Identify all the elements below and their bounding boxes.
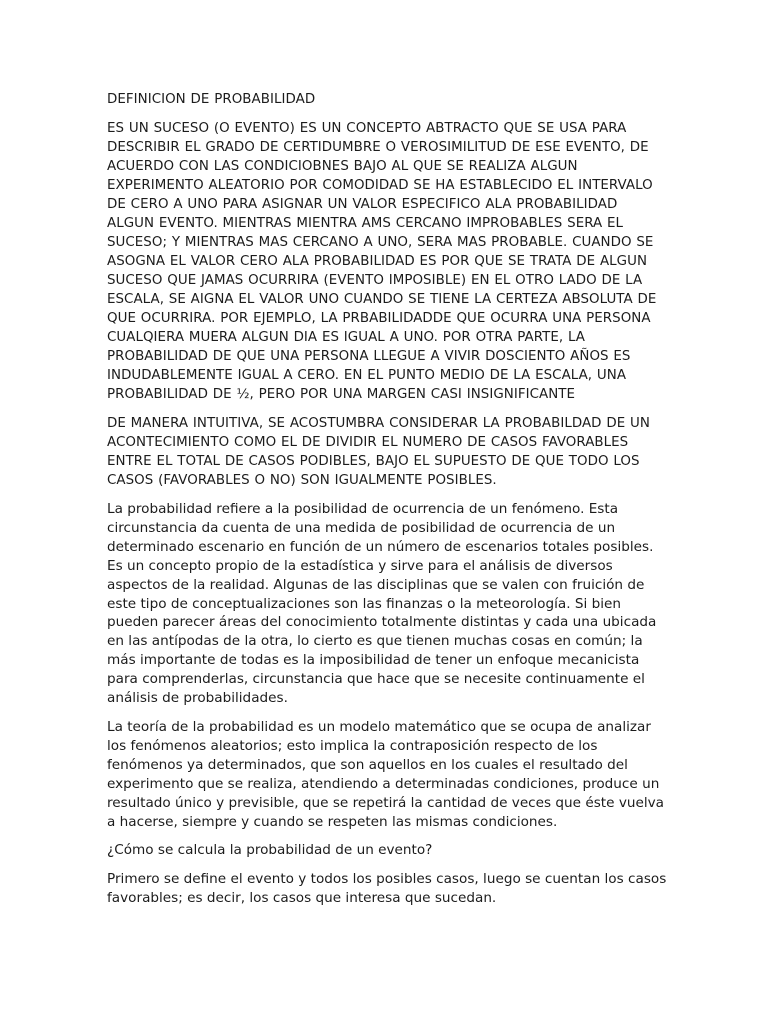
- document-body: [107, 90, 667, 918]
- paragraph-intuitive: DE MANERA INTUITIVA, SE ACOSTUMBRA CONSIDERAR LA PROBABILDAD DE UN ACONTECIMIENTO COMO EL DE DIVIDIR EL NUMERO DE CASOS FAVORABLES ENTRE EL TOTAL DE CASOS PODIBLES, BAJO EL SUPUESTO DE QUE TODO LOS CASOS (FAVORABLES O NO) SON IGUALMENTE POSIBLES.: [107, 416, 650, 488]
- paragraph-question: ¿Cómo se calcula la probabilidad de un evento?: [107, 842, 433, 859]
- paragraph-probability-refers: La probabilidad refiere a la posibilidad de ocurrencia de un fenómeno. Esta circunstancia da cuenta de una medida de posibilidad de ocurrencia de un determinado escenario en función de un número de escenarios totales posibles. Es un concepto propio de la estadística y sirve para el análisis de diversos aspectos de la realidad. Algunas de las disciplinas que se valen con fruición de este tipo de conceptualizaciones son las finanzas o la meteorología. Si bien pueden parecer áreas del conocimiento totalmente distintas y cada una ubicada en las antípodas de la otra, lo cierto es que tienen muchas cosas en común; la más importante de todas es la imposibilidad de tener un enfoque mecanicista para comprenderlas, circunstancia que hace que se necesite continuamente el análisis de probabilidades.: [107, 501, 657, 707]
- document-title: DEFINICION DE PROBABILIDAD: [107, 92, 316, 107]
- paragraph-definition: ES UN SUCESO (O EVENTO) ES UN CONCEPTO ABTRACTO QUE SE USA PARA DESCRIBIR EL GRADO DE CERTIDUMBRE O VEROSIMILITUD DE ESE EVENTO, DE ACUERDO CON LAS CONDICIOBNES BAJO AL QUE SE REALIZA ALGUN EXPERIMENTO ALEATORIO POR COMODIDAD SE HA ESTABLECIDO EL INTERVALO DE CERO A UNO PARA ASIGNAR UN VALOR ESPECIFICO ALA PROBABILIDAD ALGUN EVENTO. MIENTRAS MIENTRA AMS CERCANO IMPROBABLES SERA EL SUCESO; Y MIENTRAS MAS CERCANO A UNO, SERA MAS PROBABLE. CUANDO SE ASOGNA EL VALOR CERO ALA PROBABILIDAD ES POR QUE SE TRATA DE ALGUN SUCESO QUE JAMAS OCURRIRA (EVENTO IMPOSIBLE) EN EL OTRO LADO DE LA ESCALA, SE AIGNA EL VALOR UNO CUANDO SE TIENE LA CERTEZA ABSOLUTA DE QUE OCURRIRA. POR EJEMPLO, LA PRBABILIDADDE QUE OCURRA UNA PERSONA CUALQIERA MUERA ALGUN DIA ES IGUAL A UNO. POR OTRA PARTE, LA PROBABILIDAD DE QUE UNA PERSONA LLEGUE A VIVIR DOSCIENTO AÑOS ES INDUDABLEMENTE IGUAL A CERO. EN EL PUNTO MEDIO DE LA ESCALA, UNA PROBABILIDAD DE ½, PERO POR UNA MARGEN CASI INSIGNIFICANTE: [107, 121, 657, 402]
- paragraph-steps: Primero se define el evento y todos los posibles casos, luego se cuentan los casos favorables; es decir, los casos que interesa que sucedan.: [107, 871, 667, 907]
- paragraph-theory: La teoría de la probabilidad es un modelo matemático que se ocupa de analizar los fenómenos aleatorios; esto implica la contraposición respecto de los fenómenos ya determinados, que son aquellos en los cuales el resultado del experimento que se realiza, atendiendo a determinadas condiciones, produce un resultado único y previsible, que se repetirá la cantidad de veces que éste vuelva a hacerse, siempre y cuando se respeten las mismas condiciones.: [107, 718, 664, 830]
